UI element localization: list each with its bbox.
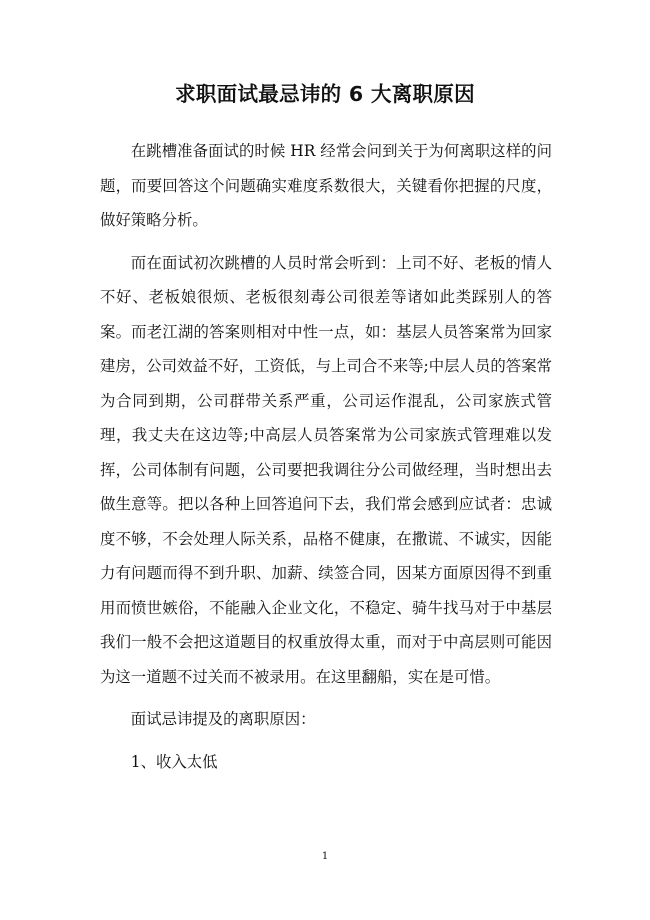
document-title: 求职面试最忌讳的 6 大离职原因 — [175, 82, 475, 106]
page-number: 1 — [321, 851, 329, 862]
paragraph-analysis: 而在面试初次跳槽的人员时常会听到：上司不好、老板的情人不好、老板娘很烦、老板很刻毒公司很差等诸如此类踩别人的答案。而老江湖的答案则相对中性一点，如：基层人员答案常为回家建房，公司效益不好，工资低，与上司合不来等;中层人员的答案常为合同到期，公司群带关系严重，公司运作混乱，公司家族式管理，我丈夫在这边等;中高层人员答案常为公司家族式管理难以发挥，公司体制有问题，公司要把我调往分公司做经理，当时想出去做生意等。把以各种上回答追问下去，我们常会感到应试者：忠诚度不够，不会处理人际关系，品格不健康，在撒谎、不诚实，因能力有问题而得不到升职、加薪、续签合同，因某方面原因得不到重用而愤世嫉俗，不能融入企业文化，不稳定、骑牛找马对于中基层我们一般不会把这道题目的权重放得太重，而对于中高层则可能因为这一道题不过关而不被录用。在这里翻船，实在是可惜。 — [100, 253, 552, 686]
paragraph-list-item-1: 1、收入太低 — [130, 752, 218, 771]
paragraph-list-heading: 面试忌讳提及的离职原因： — [130, 710, 316, 728]
document-body — [100, 134, 552, 779]
paragraph-intro: 在跳槽准备面试的时候 HR 经常会问到关于为何离职这样的问题，而要回答这个问题确实难度系数很大，关键看你把握的尺度，做好策略分析。 — [100, 142, 552, 229]
